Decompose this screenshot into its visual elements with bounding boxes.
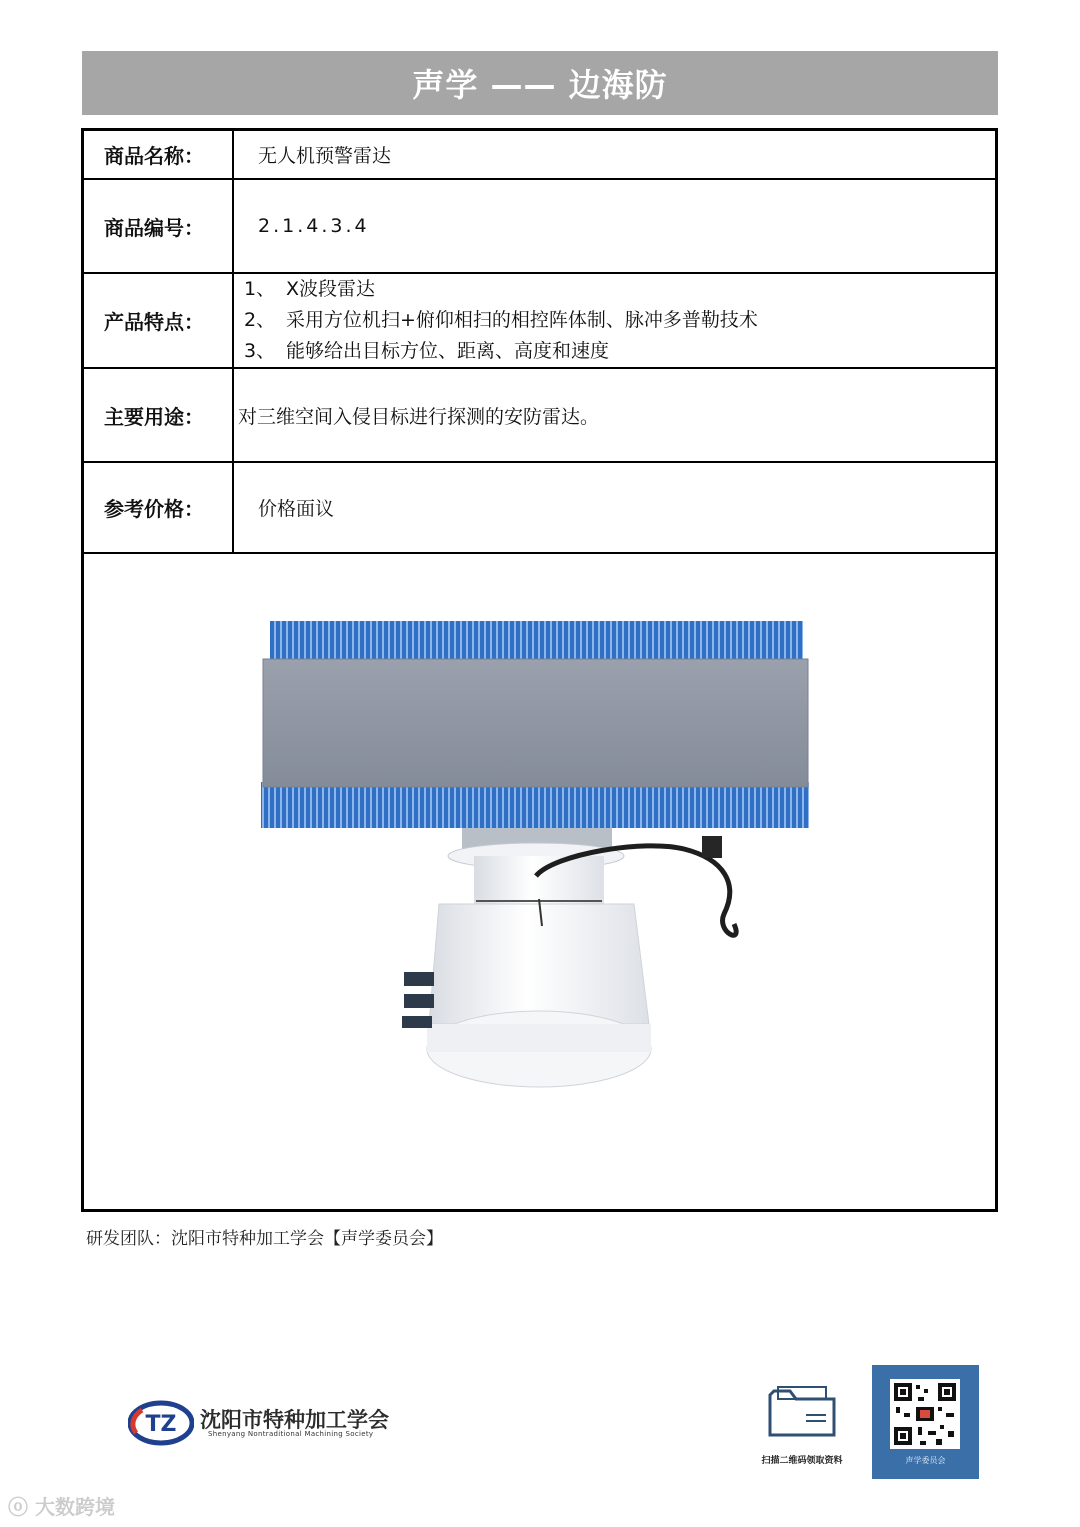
society-english-name: Shenyang Nontraditional Machining Society: [208, 1430, 374, 1438]
usage-label: 主要用途：: [84, 369, 234, 461]
qr-code-block: [872, 1365, 979, 1479]
row-product-name: [84, 131, 995, 180]
title-banner: [82, 51, 998, 115]
price-label: 参考价格：: [84, 463, 234, 552]
product-photo-area: [84, 554, 995, 1209]
spec-table: [81, 128, 998, 1212]
download-resource-block: [752, 1383, 852, 1473]
row-usage: [84, 369, 995, 463]
folder-icon: [766, 1383, 838, 1443]
row-features: [84, 274, 995, 369]
product-code-label: 商品编号：: [84, 180, 234, 272]
features-value: [234, 274, 995, 367]
usage-value: 对三维空间入侵目标进行探测的安防雷达。: [238, 405, 600, 428]
product-code-value: 2.1.4.3.4: [258, 215, 370, 237]
logo-mark-text: TZ: [145, 1412, 177, 1437]
page-title: 声学 —— 边海防: [412, 66, 668, 104]
row-product-code: [84, 180, 995, 274]
society-logo-icon: [128, 1400, 194, 1446]
features-label: 产品特点：: [84, 274, 234, 367]
qr-caption: 声学委员会: [905, 1456, 946, 1465]
watermark-logo-icon: ⓞ: [8, 1495, 28, 1519]
watermark: [8, 1491, 115, 1520]
list-item: 3、 能够给出目标方位、距离、高度和速度: [244, 340, 610, 362]
price-value: 价格面议: [258, 498, 335, 520]
society-logo: [128, 1400, 418, 1450]
society-name: 沈阳市特种加工学会: [200, 1408, 389, 1432]
list-item: 2、 采用方位机扫+俯仰相扫的相控阵体制、脉冲多普勒技术: [244, 309, 758, 331]
scan-qr-caption: 扫描二维码领取资料: [761, 1456, 843, 1466]
research-team-credit: 研发团队：沈阳市特种加工学会【声学委员会】: [86, 1229, 443, 1249]
row-price: [84, 463, 995, 554]
watermark-text: 大数跨境: [34, 1495, 115, 1519]
list-item: 1、 X波段雷达: [244, 278, 376, 300]
radar-product-image: [84, 554, 995, 1209]
qr-code-icon: [890, 1379, 960, 1449]
feature-list: [234, 274, 758, 367]
product-name-label: 商品名称：: [84, 131, 234, 178]
product-name-value: 无人机预警雷达: [258, 145, 392, 167]
